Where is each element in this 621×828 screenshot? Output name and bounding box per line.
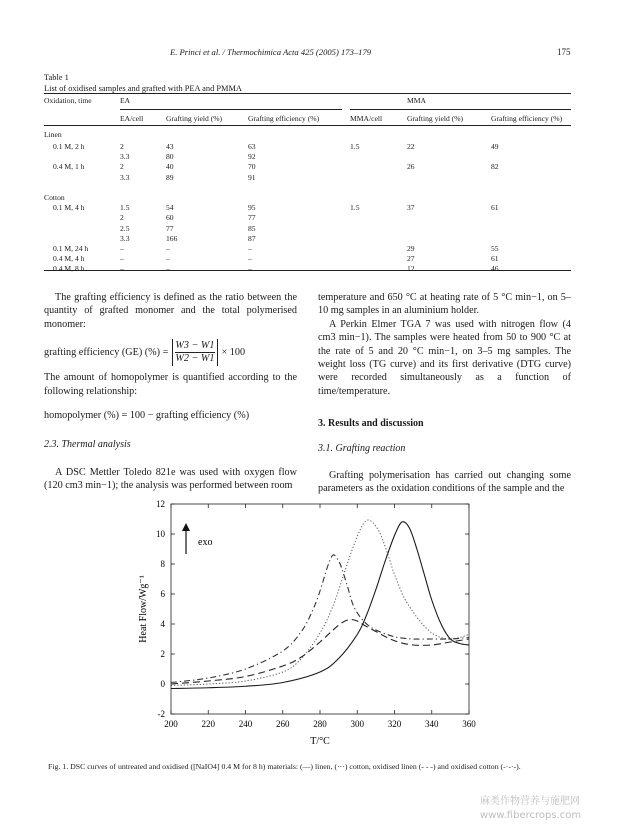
table-row	[44, 224, 571, 234]
table-cell: –	[166, 243, 170, 253]
left-para-1: The grafting efficiency is defined as the ratio between the quantity of grafted monomer and the total polymerised monomer:	[44, 292, 297, 330]
eq1-numerator: W3 − W1	[175, 339, 215, 351]
x-tick-label: 220	[201, 719, 215, 729]
table-row	[44, 254, 571, 264]
table-cell	[350, 162, 407, 172]
equation-homopolymer: homopolymer (%) = 100 − grafting efficiency (%)	[44, 410, 250, 422]
table-cell: –	[166, 264, 170, 274]
table-cell	[350, 234, 407, 244]
x-tick-label: 320	[387, 719, 402, 729]
y-tick-label: 8	[160, 559, 165, 569]
table-group-header-row	[44, 94, 571, 110]
table-cell: 77	[166, 223, 174, 233]
table-header-cell: Oxidation, time	[44, 96, 92, 105]
y-tick-label: 2	[160, 649, 165, 659]
table-cell	[407, 152, 491, 162]
table-cell	[248, 193, 350, 203]
series-line-dashed	[171, 619, 469, 684]
table-cell	[350, 183, 407, 193]
table-cell: –	[248, 254, 252, 264]
y-tick-label: 0	[160, 679, 165, 689]
table-cell: 61	[491, 254, 499, 264]
section-2-3-title: 2.3. Thermal analysis	[44, 439, 131, 451]
left-para-3: A DSC Mettler Toledo 821e was used with oxygen flow (120 cm3 min−1); the analysis was performed between room	[44, 466, 297, 492]
table-cell	[350, 264, 407, 274]
table-cell: 43	[166, 142, 174, 151]
table-row	[44, 126, 571, 142]
table-row	[44, 152, 571, 162]
table-row	[44, 173, 571, 183]
table-row	[44, 203, 571, 213]
table-cell	[407, 224, 491, 234]
table-label: Table 1	[44, 73, 69, 82]
eq1-fraction	[175, 340, 214, 365]
y-tick-label: 12	[156, 499, 165, 509]
table-cell	[407, 126, 491, 142]
table-cell: 82	[491, 162, 499, 172]
table-cell	[350, 126, 407, 142]
table-cell: 3.3	[120, 233, 130, 243]
table-cell	[491, 183, 571, 193]
table-cell	[166, 193, 248, 203]
y-tick-label: 10	[156, 529, 165, 539]
exo-annotation: exo	[198, 537, 213, 548]
table-header-cell: MMA/cell	[350, 114, 383, 123]
table-cell: 0.4 M, 4 h	[53, 254, 85, 264]
eq1-denominator: W2 − W1	[175, 352, 215, 364]
table-cell	[491, 193, 571, 203]
table-row	[44, 264, 571, 274]
table-cell	[491, 213, 571, 223]
table-caption-block	[44, 72, 242, 94]
table-cell: –	[166, 254, 170, 264]
table-row	[44, 234, 571, 244]
table-cell: 55	[491, 243, 499, 253]
running-header-citation: E. Princi et al. / Thermochimica Acta 425 (2005) 173–179	[170, 47, 372, 57]
section-3-title: 3. Results and discussion	[318, 418, 424, 430]
x-axis-label: T/°C	[310, 736, 330, 747]
x-tick-label: 360	[462, 719, 476, 729]
table-cell: 2	[120, 162, 124, 172]
right-column	[318, 291, 571, 496]
table-cell: 85	[248, 223, 256, 233]
table-cell	[44, 234, 120, 244]
exo-arrowhead-icon	[182, 523, 190, 531]
y-tick-label: 4	[160, 619, 165, 629]
table-cell: 22	[407, 142, 415, 151]
x-tick-label: 300	[350, 719, 364, 729]
table-cell: 27	[407, 254, 415, 264]
table-cell	[491, 224, 571, 234]
table-cell	[491, 152, 571, 162]
table-cell	[44, 213, 120, 223]
table-row	[44, 244, 571, 254]
table-cell: –	[248, 243, 252, 253]
table-cell: 166	[166, 233, 178, 243]
table-header-cell: Grafting efficiency (%)	[491, 114, 563, 123]
table-cell	[407, 213, 491, 223]
table-cell: 46	[491, 264, 499, 274]
table-cell	[350, 254, 407, 264]
eq1-lhs: grafting efficiency (GE) (%) =	[44, 346, 169, 358]
table-cell: 80	[166, 152, 174, 162]
table-cell	[350, 193, 407, 203]
table-cell: 1.5	[120, 203, 130, 213]
table-header-cell: EA	[120, 96, 131, 105]
table-cell	[44, 152, 120, 162]
series-line-solid	[171, 522, 469, 689]
table-header-cell: Grafting efficiency (%)	[248, 114, 320, 123]
table-cell: 77	[248, 213, 256, 223]
table-row	[44, 183, 571, 193]
y-axis-label: Heat Flow/Wg⁻¹	[138, 575, 149, 643]
table-header-cell	[44, 110, 120, 126]
right-para-1: temperature and 650 °C at heating rate of 5 °C min−1, on 5–10 mg samples in an aluminium holder.	[318, 292, 571, 317]
plot-frame	[171, 504, 469, 714]
table-cell	[491, 234, 571, 244]
table-cell: 0.1 M, 4 h	[53, 203, 85, 213]
figure-caption: Fig. 1. DSC curves of untreated and oxidised ([NaIO4] 0.4 M for 8 h) materials: (—) linen, (···) cotton, oxidised linen (- - -) and oxidised cotton (-·-·-).	[48, 762, 521, 771]
table-cell: 26	[407, 162, 415, 172]
eq1-bracket	[172, 339, 217, 366]
table-cell	[407, 173, 491, 183]
table-cell: Linen	[44, 130, 62, 139]
table-cell	[166, 183, 248, 193]
page-number: 175	[557, 47, 571, 57]
table-cell: 89	[166, 172, 174, 182]
site-watermark: 麻类作物营养与施肥网 www.fibercrops.com	[480, 796, 582, 821]
table-sub-header-row	[44, 110, 571, 126]
table-cell: 2	[120, 213, 124, 223]
equation-grafting-efficiency	[44, 337, 297, 367]
table-cell	[491, 173, 571, 183]
table-cell	[44, 183, 120, 193]
table-cell: 0.4 M, 8 h	[53, 264, 85, 274]
table-cell	[350, 244, 407, 254]
eq1-rhs: × 100	[221, 346, 246, 358]
table-cell: 70	[248, 162, 256, 172]
section-3-1-title: 3.1. Grafting reaction	[318, 442, 406, 454]
x-tick-label: 200	[164, 719, 178, 729]
table-cell: 2	[120, 142, 124, 151]
table-cell: 54	[166, 203, 174, 213]
table-cell	[44, 173, 120, 183]
table-cell	[491, 126, 571, 142]
table-row	[44, 213, 571, 223]
table-cell: 1.5	[350, 142, 360, 151]
table-cell: 3.3	[120, 172, 130, 182]
table-cell: –	[248, 264, 252, 274]
x-tick-label: 280	[313, 719, 327, 729]
table-cell: 37	[407, 203, 415, 213]
table-cell: 2.5	[120, 223, 130, 233]
table-cell: 0.4 M, 1 h	[53, 162, 85, 172]
right-para-2: A Perkin Elmer TGA 7 was used with nitrogen flow (4 cm3 min−1). The samples were heated from 50 to 900 °C at the rate of 5 and 20 °C min−1, on 3–5 mg samples. The weight loss (TG curve) and its first derivative (DTG curve) were recorded simultaneously as a function of time/temperature.	[318, 318, 571, 397]
chart-series	[171, 520, 469, 689]
table-header-cell: Grafting yield (%)	[166, 114, 223, 123]
table-cell: 87	[248, 233, 256, 243]
table-cell: Cotton	[44, 192, 65, 202]
table-cell	[350, 213, 407, 223]
table-cell	[350, 152, 407, 162]
table-cell	[407, 193, 491, 203]
table-cell: –	[120, 254, 124, 264]
table-row	[44, 142, 571, 152]
table-cell	[120, 183, 166, 193]
table-cell: 3.3	[120, 152, 130, 162]
table-cell: 92	[248, 152, 256, 162]
table-cell	[120, 126, 166, 142]
table-caption: List of oxidised samples and grafted with PEA and PMMA	[44, 84, 242, 93]
table-header-cell: EA/cell	[120, 114, 144, 123]
table-cell	[350, 224, 407, 234]
table-cell	[44, 224, 120, 234]
right-para-3: Grafting polymerisation has carried out changing some parameters as the oxidation conditions of the sample and the	[318, 470, 571, 495]
table-cell	[407, 183, 491, 193]
table-cell: 29	[407, 243, 415, 253]
table-cell: 12	[407, 264, 415, 274]
table-cell: 63	[248, 142, 256, 151]
table-cell: –	[120, 264, 124, 274]
dsc-chart	[0, 490, 621, 755]
table-cell: 95	[248, 203, 256, 213]
table-cell: 60	[166, 213, 174, 223]
x-tick-label: 240	[238, 719, 253, 729]
table-cell	[350, 173, 407, 183]
data-table	[44, 94, 571, 274]
table-cell: 49	[491, 142, 499, 151]
table-cell: 91	[248, 172, 256, 182]
table-cell: 61	[491, 203, 499, 213]
table-cell	[248, 183, 350, 193]
y-tick-label: 6	[160, 589, 165, 599]
x-tick-label: 340	[425, 719, 439, 729]
table-row	[44, 162, 571, 172]
left-para-2: The amount of homopolymer is quantified according to the following relationship:	[44, 372, 297, 397]
table-cell: 1.5	[350, 203, 360, 213]
table-cell: 0.1 M, 24 h	[53, 243, 89, 253]
table-cell	[248, 126, 350, 142]
table-cell: 40	[166, 162, 174, 172]
table-row	[44, 193, 571, 203]
table-cell	[120, 193, 166, 203]
left-column	[44, 291, 297, 493]
y-axis-ticks	[156, 499, 469, 719]
y-tick-label: -2	[157, 709, 165, 719]
table-cell: –	[120, 243, 124, 253]
table-cell: 0.1 M, 2 h	[53, 142, 85, 151]
table-cell	[407, 234, 491, 244]
table-header-cell: MMA	[407, 96, 426, 105]
table-cell	[166, 126, 248, 142]
x-tick-label: 260	[276, 719, 290, 729]
table-header-cell: Grafting yield (%)	[407, 114, 464, 123]
series-line-dotted	[171, 520, 469, 686]
